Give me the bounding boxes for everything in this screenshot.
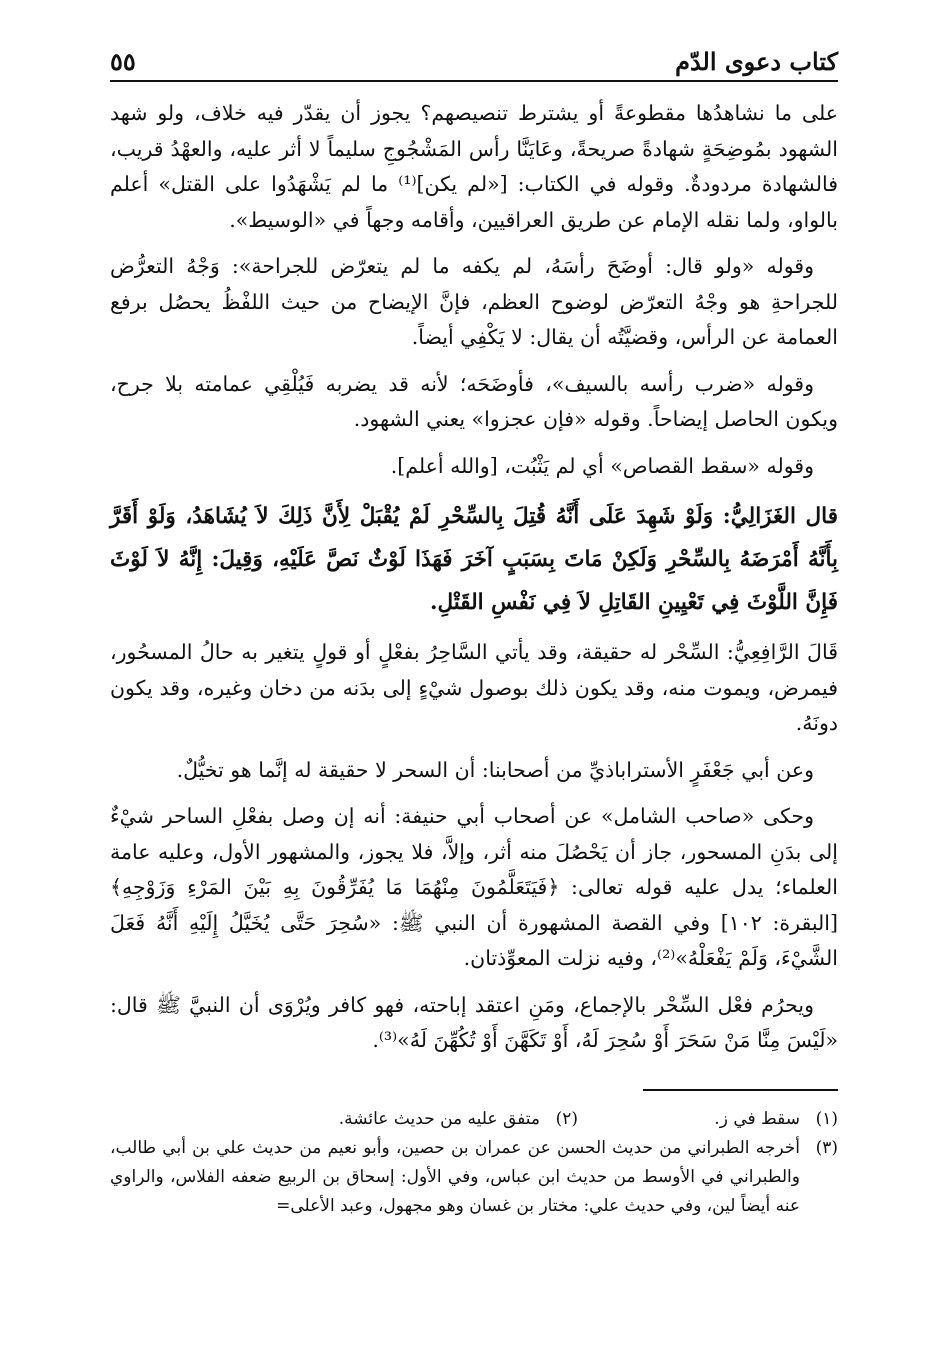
running-title: كتاب دعوى الدّم bbox=[675, 47, 838, 76]
footnote-2 bbox=[278, 1105, 578, 1134]
paragraph-1: على ما نشاهدُها مقطوعةً أو يشترط تنصيصهم؟ يجوز أن يقدّر فيه خلاف، ولو شهد الشهود بمُوضِحَةٍ شهادةً صريحةً، وعَايَنَّا رأس المَشْجُوجِ سليماً لا أثر عليه، والعهْدُ قريب، فالشهادة مردودةٌ. وقوله في الكتاب: [«لم يكن]⁽¹⁾ ما لم يَشْهَدُوا على القتل» أعلم بالواو، ولما نقله الإمام عن طريق العراقيين، وأقامه وجهاً في «الوسيط». bbox=[110, 101, 838, 232]
footnote-separator bbox=[643, 1089, 838, 1091]
footnote-number: (١) bbox=[815, 1108, 838, 1129]
footnote-number: (٣) bbox=[815, 1137, 838, 1158]
footnote-number: (٢) bbox=[555, 1108, 578, 1129]
paragraph-4: وقوله «سقط القصاص» أي لم يَثْبُت، [والله أعلم]. bbox=[390, 453, 814, 478]
paragraph-8: وحكى «صاحب الشامل» عن أصحاب أبي حنيفة: أنه إن وصل بفعْلِ الساحر شيْءٌ إلى بدَنِ المسحور، جاز أن يَحْصُلَ منه أثر، وإلاَّ، فلا يجوز، والمشهور الأول، وعليه عامة العلماء؛ يدل عليه قوله تعالى: ﴿فَيَتَعَلَّمُونَ مِنْهُمَا مَا يُفَرِّقُونَ بِهِ بَيْنَ المَرْءِ وَزَوْجِهِ﴾ [البقرة: ١٠٢] وفي القصة المشهورة أن النبي ﷺ: «سُحِرَ حَتَّى يُخَيَّلُ إِلَيْهِ أَنَّهُ فَعَلَ الشَّيْءَ، وَلَمْ يَفْعَلْهُ»⁽²⁾، وفيه نزلت المعوِّذتان. bbox=[110, 804, 838, 970]
footnote-3 bbox=[110, 1134, 838, 1221]
footnote-text: متفق عليه من حديث عائشة. bbox=[338, 1108, 540, 1129]
page-number: ٥٥ bbox=[110, 47, 136, 76]
footnote-text: سقط في ز. bbox=[714, 1108, 800, 1129]
paragraph-2: وقوله «ولو قال: أوضَحَ رأسَهُ، لم يكفه ما لم يتعرّض للجراحة»: وَجْهُ التعرُّض للجراحةِ هو وجْهُ التعرّض لوضوح العظم، فإنَّ الإيضاح من حيث اللفْظُ يحصُل برفع العمامة عن الرأس، وقضيَّتُه أن يقال: لا يَكْفِي أيضاً. bbox=[110, 254, 838, 349]
footnote-text: أخرجه الطبراني من حديث الحسن عن عمران بن حصين، وأبو نعيم من حديث علي بن أبي طالب، والطبراني في الأوسط من حديث ابن عباس، وفي الأول: إسحاق بن الربيع ضعفه الفلاس، والراوي عنه أيضاً لين، وفي حديث علي: مختار بن غسان وهو مجهول، وعبد الأعلى= bbox=[110, 1137, 800, 1216]
paragraph-9: ويحرُم فعْل السِّحْر بالإجماع، ومَنِ اعتقد إباحته، فهو كافر ويُرْوَى أن النبيَّ ﷺ قال: «لَيْسَ مِنَّا مَنْ سَحَرَ أَوْ سُحِرَ لَهُ، أَوْ تَكَهَّنَ أَوْ تُكُهِّنَ لَهُ»⁽³⁾. bbox=[110, 992, 838, 1052]
paragraph-6: قَالَ الرَّافِعِيُّ: السِّحْر له حقيقة، وقد يأتي السَّاحِرُ بفعْلٍ أو قولٍ يتغير به حالُ المسحُور، فيمرض، ويموت منه، وقد يكون ذلك بوصول شيْءٍ إلى بدَنه من دخان وغيره، وقد يكون دونَهُ. bbox=[110, 640, 838, 735]
page-body bbox=[110, 96, 838, 1059]
ghazali-quote: قال الغَزَالِيُّ: وَلَوْ شَهِدَ عَلَى أَنَّهُ قُتِلَ بِالسِّحْرِ لَمْ يُقْبَلْ لِأَنَّ ذَلِكَ لاَ يُشَاهَدُ، وَلَوْ أَقَرَّ بِأَنَّهُ أَمْرَضَهُ بِالسِّحْرِ وَلَكِنْ مَاتَ بِسَبَبٍ آخَرَ فَهَذَا لَوْثٌ نَصَّ عَلَيْهِ، وَقِيلَ: إِنَّهُ لاَ لَوْثَ فَإِنَّ اللَّوْثَ فِي تَعْيِينِ القَاتِلِ لاَ فِي نَفْسِ القَتْلِ. bbox=[110, 504, 838, 615]
paragraph-7: وعن أبي جَعْفَرٍ الأستراباذيِّ من أصحابنا: أن السحر لا حقيقة له إنَّما هو تخيُّلٌ. bbox=[176, 757, 814, 782]
page-header bbox=[110, 28, 838, 82]
footnote-row-1-2 bbox=[110, 1105, 838, 1134]
footnote-1 bbox=[578, 1105, 838, 1134]
footnotes bbox=[110, 1105, 838, 1221]
book-page bbox=[110, 28, 838, 1221]
paragraph-3: وقوله «ضرب رأسه بالسيف»، فأوضَحَه؛ لأنه قد يضربه فَيُلْقِي عمامته بلا جرح، ويكون الحاصل إيضاحاً. وقوله «فإن عجزوا» يعني الشهود. bbox=[110, 371, 838, 431]
